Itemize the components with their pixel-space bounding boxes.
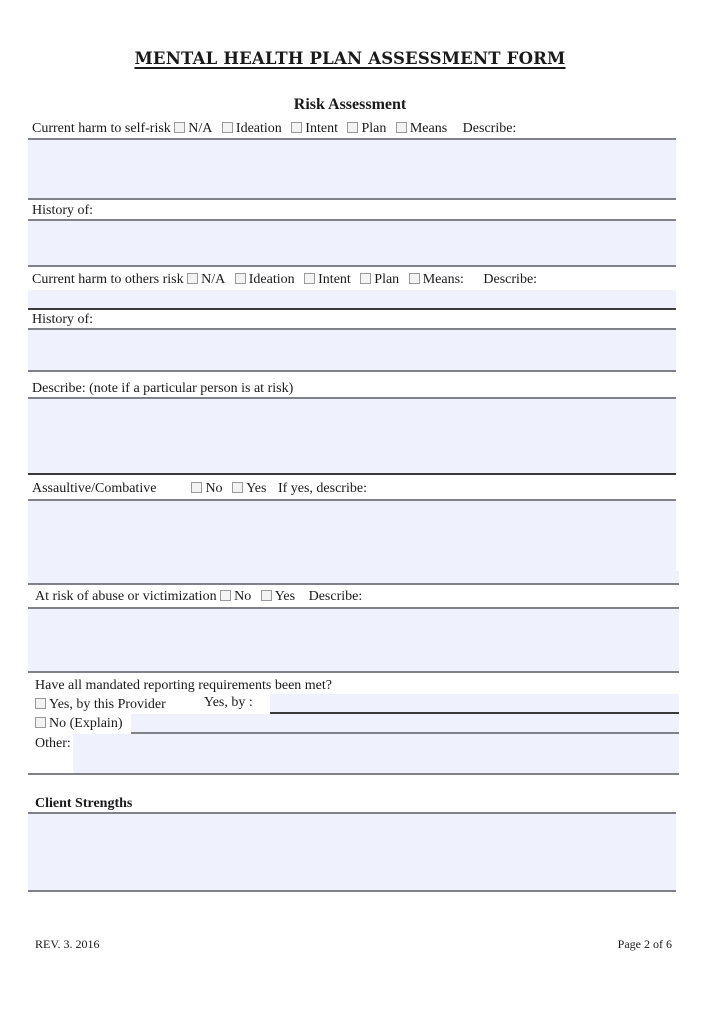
abuse-describe-label: Describe:: [308, 589, 363, 604]
option-label: Yes: [274, 589, 296, 604]
divider: [28, 198, 676, 200]
yes-provider-checkbox[interactable]: [35, 698, 46, 709]
self-risk-ideation-checkbox[interactable]: [222, 122, 233, 133]
others-risk-means-checkbox[interactable]: [409, 273, 420, 284]
person-at-risk-field[interactable]: [28, 399, 676, 473]
self-risk-intent-checkbox[interactable]: [291, 122, 302, 133]
divider: [28, 773, 679, 775]
others-risk-label: Current harm to others risk: [32, 272, 184, 287]
abuse-row: [35, 589, 362, 605]
self-history-label: History of:: [32, 203, 94, 218]
yes-provider-label: Yes, by this Provider: [49, 697, 166, 712]
mandated-question: Have all mandated reporting requirements been met?: [35, 678, 332, 693]
option-label: Intent: [305, 121, 338, 136]
option-label: Means:: [422, 272, 464, 287]
others-risk-describe-field[interactable]: [28, 290, 676, 308]
client-strengths-label: Client Strengths: [35, 796, 133, 811]
option-label: Ideation: [248, 272, 295, 287]
self-risk-row: [32, 121, 516, 137]
assaultive-yes-checkbox[interactable]: [232, 482, 243, 493]
abuse-yes-checkbox[interactable]: [261, 590, 272, 601]
divider: [28, 473, 676, 475]
option-label: Plan: [374, 272, 400, 287]
assaultive-describe-field[interactable]: [28, 501, 676, 571]
others-risk-row: [32, 272, 537, 288]
option-label: N/A: [201, 272, 226, 287]
divider: [28, 308, 676, 310]
yes-by-field[interactable]: [270, 694, 679, 712]
others-risk-intent-checkbox[interactable]: [304, 273, 315, 284]
others-history-field[interactable]: [28, 330, 676, 370]
assaultive-describe-label: If yes, describe:: [277, 481, 367, 496]
client-strengths-field[interactable]: [28, 814, 676, 890]
self-risk-label: Current harm to self-risk: [32, 121, 171, 136]
field-extension: [28, 571, 679, 583]
no-explain-row: [35, 716, 122, 732]
others-risk-ideation-checkbox[interactable]: [235, 273, 246, 284]
abuse-describe-field[interactable]: [28, 609, 679, 671]
option-label: No: [234, 589, 252, 604]
divider: [28, 583, 679, 585]
others-risk-na-checkbox[interactable]: [187, 273, 198, 284]
yes-provider-row: [35, 697, 166, 713]
other-field[interactable]: [73, 734, 679, 773]
self-risk-na-checkbox[interactable]: [174, 122, 185, 133]
divider: [28, 370, 676, 372]
revision-label: REV. 3. 2016: [35, 937, 100, 951]
others-risk-describe-label: Describe:: [483, 272, 538, 287]
option-label: Means: [409, 121, 448, 136]
person-at-risk-label: Describe: (note if a particular person is at risk): [32, 381, 294, 396]
self-risk-describe-label: Describe:: [462, 121, 517, 136]
page-number: Page 2 of 6: [617, 937, 672, 951]
no-explain-checkbox[interactable]: [35, 717, 46, 728]
option-label: Yes: [246, 481, 267, 496]
form-title: MENTAL HEALTH PLAN ASSESSMENT FORM: [134, 49, 566, 68]
assaultive-no-checkbox[interactable]: [191, 482, 202, 493]
assaultive-row: [32, 481, 367, 497]
option-label: Intent: [318, 272, 351, 287]
divider: [28, 671, 679, 673]
abuse-no-checkbox[interactable]: [220, 590, 231, 601]
section-title: Risk Assessment: [293, 96, 407, 113]
assaultive-label: Assaultive/Combative: [32, 481, 157, 496]
option-label: N/A: [188, 121, 213, 136]
self-risk-means-checkbox[interactable]: [396, 122, 407, 133]
option-label: Plan: [361, 121, 387, 136]
others-history-label: History of:: [32, 312, 94, 327]
others-risk-plan-checkbox[interactable]: [360, 273, 371, 284]
self-history-field[interactable]: [28, 221, 676, 265]
other-label: Other:: [35, 736, 71, 751]
self-risk-plan-checkbox[interactable]: [347, 122, 358, 133]
self-risk-describe-field[interactable]: [28, 140, 676, 198]
divider: [28, 890, 676, 892]
yes-by-label: Yes, by :: [204, 695, 253, 710]
abuse-label: At risk of abuse or victimization: [35, 589, 217, 604]
option-label: No: [205, 481, 223, 496]
divider: [28, 265, 676, 267]
option-label: Ideation: [235, 121, 282, 136]
no-explain-label: No (Explain): [49, 716, 123, 731]
no-explain-field[interactable]: [131, 714, 679, 732]
